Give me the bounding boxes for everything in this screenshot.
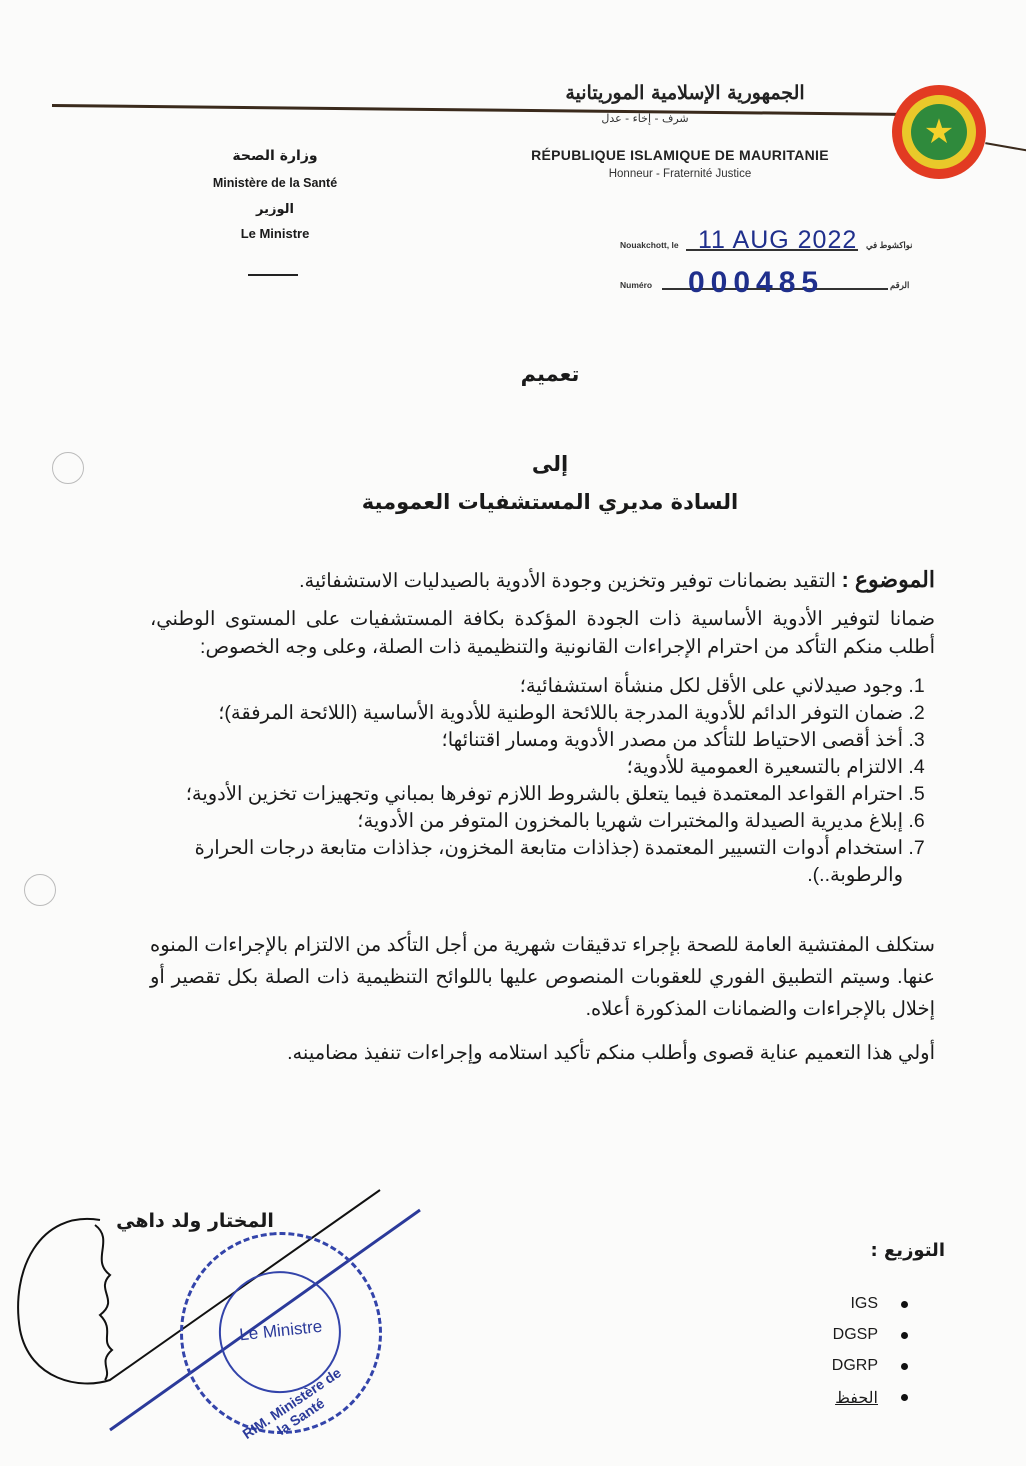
letterhead-rule [52, 104, 907, 116]
ministry-divider [248, 274, 298, 276]
list-item: 5. احترام القواعد المعتمدة فيما يتعلق بالشروط اللازم توفرها بمباني وتجهيزات تخزين الأدوية؛ [150, 781, 903, 808]
distribution-title: التوزيع : [870, 1240, 945, 1261]
bullet-icon [901, 1332, 908, 1339]
letter-body [150, 566, 935, 1067]
star-icon: ★ [911, 104, 967, 160]
date-field [618, 226, 918, 256]
bullet-icon [901, 1301, 908, 1308]
bullet-icon [901, 1394, 908, 1401]
number-stamp: 000485 [688, 266, 825, 299]
requirements-list [150, 673, 935, 889]
letterhead-rule-end [985, 142, 1026, 152]
motto-ar: شرف - إخاء - عدل [601, 112, 689, 125]
distribution-item: الحفظ [800, 1385, 920, 1416]
number-field [618, 268, 918, 298]
bullet-icon [901, 1363, 908, 1370]
punch-hole [24, 874, 56, 906]
list-item: 1. وجود صيدلاني على الأقل لكل منشأة استشفائية؛ [150, 673, 903, 700]
national-emblem-icon [892, 85, 986, 179]
addressee-heading: السادة مديري المستشفيات العمومية [361, 490, 739, 514]
list-item: 2. ضمان التوفر الدائم للأدوية المدرجة باللائحة الوطنية للأدوية الأساسية (اللائحة المرفقة)؛ [150, 700, 903, 727]
closing-paragraph: أولي هذا التعميم عناية قصوى وأطلب منكم تأكيد استلامه وإجراءات تنفيذ مضامينه. [287, 1042, 935, 1064]
distribution-item: IGS [800, 1292, 920, 1323]
signatory-name: المختار ولد داهي [116, 1210, 274, 1232]
list-item: 3. أخذ أقصى الاحتياط للتأكد من مصدر الأدوية ومسار اقتنائها؛ [150, 727, 903, 754]
date-label-fr: Nouakchott, le [620, 240, 679, 250]
document-type-heading: تعميم [520, 362, 580, 386]
seal-center-text: Le Ministre [238, 1316, 324, 1345]
distribution-item: DGSP [800, 1323, 920, 1354]
intro-paragraph: ضمانا لتوفير الأدوية الأساسية ذات الجودة المؤكدة بكافة المستشفيات على المستوى الوطني، أطلب منكم التأكد من احترام الإجراءات القانونية والتنظيمية ذات الصلة، وعلى وجه الخصوص: [150, 608, 935, 658]
number-label-ar: الرقم [890, 280, 910, 290]
addressee-prefix: إلى [531, 452, 569, 476]
minister-title-ar: الوزير [256, 202, 294, 217]
list-item: 7. استخدام أدوات التسيير المعتمدة (جذاذات متابعة المخزون، جذاذات متابعة درجات الحرارة والرطوبة..). [150, 835, 903, 889]
number-label-fr: Numéro [620, 280, 653, 290]
subject-line [150, 566, 935, 595]
republic-name-ar: الجمهورية الإسلامية الموريتانية [565, 82, 805, 104]
ministry-name-ar: وزارة الصحة [232, 148, 318, 164]
date-stamp: 11 AUG 2022 [698, 226, 858, 254]
date-label-ar: نواكشوط في [866, 240, 913, 250]
distribution-list [800, 1292, 920, 1416]
punch-hole [52, 452, 84, 484]
enforcement-paragraph: ستكلف المفتشية العامة للصحة بإجراء تدقيقات شهرية من أجل التأكد من الالتزام بالإجراءات المنوه عنها. وسيتم التطبيق الفوري للعقوبات المنصوص عليها باللوائح التنظيمية ذات الصلة بكل تقصير أو إخلال بالإجراءات والضمانات المذكورة أعلاه. [150, 934, 935, 1020]
subject-label: الموضوع : [841, 567, 935, 592]
seal-ring-text: RIM. Ministère de la Santé [239, 1364, 344, 1443]
republic-name-fr: RÉPUBLIQUE ISLAMIQUE DE MAURITANIE [531, 147, 829, 163]
list-item: 6. إبلاغ مديرية الصيدلة والمختبرات شهريا بالمخزون المتوفر من الأدوية؛ [150, 808, 903, 835]
minister-title-fr: Le Ministre [240, 226, 310, 241]
ministry-name-fr: Ministère de la Santé [212, 176, 338, 190]
motto-fr: Honneur - Fraternité Justice [608, 168, 752, 180]
list-item: 4. الالتزام بالتسعيرة العمومية للأدوية؛ [150, 754, 903, 781]
subject-text: التقيد بضمانات توفير وتخزين وجودة الأدوية بالصيدليات الاستشفائية. [299, 570, 837, 592]
distribution-item: DGRP [800, 1354, 920, 1385]
